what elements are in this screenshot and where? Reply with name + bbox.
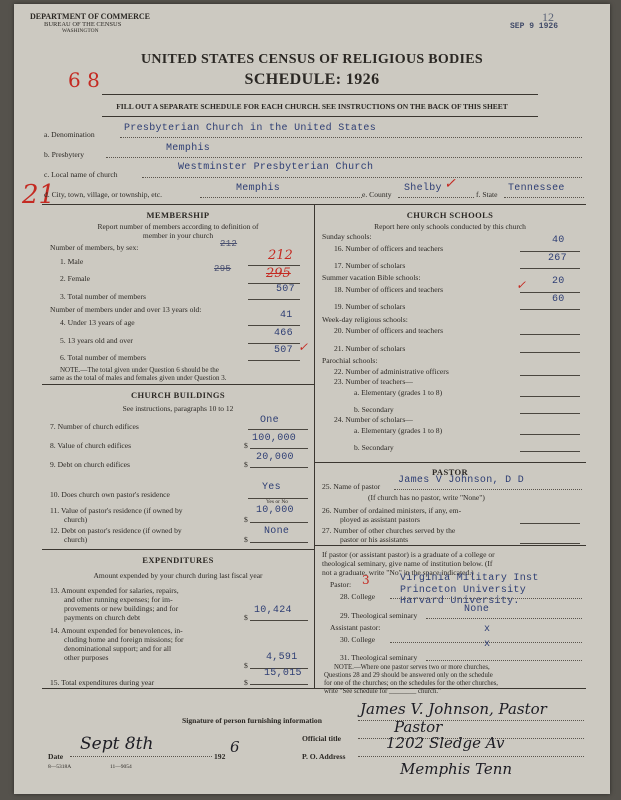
- dollar-sign: $: [244, 515, 248, 524]
- dollar-sign: $: [244, 535, 248, 544]
- department-name: DEPARTMENT OF COMMERCE: [30, 12, 151, 21]
- presbytery-label: b. Presbytery: [44, 150, 85, 159]
- college-label: 28. College: [340, 592, 376, 601]
- stamp-number: 12: [542, 10, 554, 24]
- under-13-value[interactable]: 41: [280, 310, 293, 321]
- under-13-label: 4. Under 13 years of age: [60, 318, 135, 327]
- assistant-seminary-value[interactable]: x: [484, 639, 491, 650]
- total-members-value[interactable]: 507: [276, 284, 295, 295]
- sunday-scholars-value[interactable]: 267: [548, 253, 567, 264]
- age-intro-label: Number of members under and over 13 years old:: [50, 305, 202, 314]
- city-label: d. City, town, village, or township, etc.: [44, 190, 163, 199]
- dollar-sign: $: [244, 460, 248, 469]
- po-address-value[interactable]: 1202 Sledge Av: [386, 734, 505, 752]
- benevolences-label-4: other purposes: [64, 653, 109, 662]
- yes-no-hint: Yes or No: [266, 499, 289, 505]
- buildings-heading: CHURCH BUILDINGS: [130, 390, 225, 400]
- benevolences-label-2: cluding home and foreign missions; for: [64, 635, 184, 644]
- graduate-instruction-3: not a graduate, write "No" in the space indicated.): [322, 568, 474, 577]
- edifices-debt-label: 9. Debt on church edifices: [50, 460, 130, 469]
- summer-officers-value[interactable]: 20: [552, 276, 565, 287]
- graduate-instruction-2: theological seminary, give name of institution below. (If: [322, 559, 493, 568]
- pastor-name-note: (If church has no pastor, write "None"): [368, 493, 485, 502]
- other-churches-label: 27. Number of other churches served by the: [322, 526, 456, 535]
- census-form: DEPARTMENT OF COMMERCE BUREAU OF THE CENSUS WASHINGTON SEP 9 1926 12 6 8 UNITED STATES CENSUS OF RELIGIOUS BODIES SCHEDULE: 1926 FILL OUT A SEPARATE SCHEDULE FOR EACH CHURCH. SEE INSTRUCTIONS ON THE BACK OF THIS SHEET a. Denomination Presbyterian Church in the United States b. Presbytery Memphis c. Local name of church Westminster Presbyterian Church 21 d. City, town, village, or township, etc. Memphis e. County Shelby ✓ f. State Tennessee MEMBERSHIP Report number of members according to definition of member in your church Number of members, by sex: 212 1. Male 212 295 2. Female 295 3. Total number of members 507 Number of members under and over 13 years old: 4. Under 13 years of age 41 5. 13 years old and over 466 6. Total number of members 507 ✓ NOTE.—The total given under Question 6 should be the same as the total of males and females given under Question 3. CHURCH BUILDINGS See instructions, paragraphs 10 to 12 7. Number of church edifices One 8. Value of church edifices $ 100,000 9. Debt on church edifices $ 20,000 10. Does church own pastor's residence Yes Yes or No 11. Value of pastor's residence (if owned by church) $ 10,000 12. Debt on pastor's residence (if owned by church) $ None EXPENDITURES Amount expended by your church during last fiscal year 13. Amount expended for salaries, repairs, and other running expenses; for im- provements or new buildings; and for payments on church debt $ 10,424 14. Amount expended for benevolences, in- cluding home and foreign missions; for denominational support; and for all other purposes $ 4,591 15. Total expenditures during year $ 15,015 CHURCH SCHOOLS Report here only schools conducted by this church Sunday schools: 16. Number of officers and teachers 40 17. Number of scholars 267 Summer vacation Bible schools: 18. Number of officers and teachers ✓ 20 19. Number of scholars 60 Week-day religious schools: 20. Number of officers and teachers 21. Number of scholars Parochial schools: 22. Number of administrative officers 23. Number of teachers— a. Elementary (grades 1 to 8) b. Secondary 24. Number of scholars— a. Elementary (grades 1 to 8) b. Secondary PASTOR 25. Name of pastor James V Johnson, D D (If church has no pastor, write "None") 26. Number of ordained ministers, if any, em- ployed as assistant pastors 27. Number of other churches served by the pastor or his assistants If pastor (or assistant pastor) is a graduate of a college or theological seminary, give name of institution below. (If not a graduate, write "No" in the space indicated.) Pastor: 3 Virginia Military Inst 28. College Princeton University Harvard University. 29. Theological seminary None Assistant pastor: 30. College x x 31. Theological seminary NOTE.—Where one pastor serves two or more churches, Questions 28 and 29 should be answered only on the schedule for one of the churches; on the schedules for the other churches, write "See schedule for ________ church." Signature of person furnishing information James V. Johnson, Pastor Official title Pastor Date Sept 8th 192 6 P. O. Address 1202 Sledge Av Memphis Tenn 8—5318A 11—9054: [14, 4, 610, 794]
- form-code: 8—5318A: [48, 764, 72, 770]
- parochial-label: Parochial schools:: [322, 356, 378, 365]
- form-title: UNITED STATES CENSUS OF RELIGIOUS BODIES: [140, 52, 483, 67]
- male-pen-value[interactable]: 212: [268, 248, 293, 263]
- male-label: 1. Male: [60, 257, 84, 266]
- residence-debt-value[interactable]: None: [264, 526, 290, 537]
- summer-scholars-label: 19. Number of scholars: [334, 302, 406, 311]
- assistant-ministers-label-2: ployed as assistant pastors: [340, 515, 420, 524]
- sunday-label: Sunday schools:: [322, 232, 372, 241]
- female-pen-value[interactable]: 295: [266, 266, 291, 281]
- membership-note-2: same as the total of males and females given under Question 3.: [50, 374, 227, 382]
- church-name-label: c. Local name of church: [44, 170, 118, 179]
- total-members-2-label: 6. Total number of members: [60, 353, 147, 362]
- membership-intro-2: member in your church: [142, 231, 214, 240]
- state-label: f. State: [476, 190, 498, 199]
- county-value[interactable]: Shelby: [404, 183, 442, 194]
- pastor-note: NOTE.—Where one pastor serves two or more churches,: [334, 664, 490, 671]
- residence-owned-label: 10. Does church own pastor's residence: [50, 490, 170, 499]
- salaries-label-3: provements or new buildings; and for: [64, 604, 179, 613]
- total-expenditures-label: 15. Total expenditures during year: [50, 678, 155, 687]
- seminary-label: 29. Theological seminary: [340, 611, 418, 620]
- residence-value-value[interactable]: 10,000: [256, 505, 294, 516]
- over-13-label: 5. 13 years old and over: [60, 336, 133, 345]
- residence-value-label: 11. Value of pastor's residence (if owned by: [50, 506, 183, 515]
- pastor-name-label: 25. Name of pastor: [322, 482, 381, 491]
- salaries-label-4: payments on church debt: [64, 613, 141, 622]
- church-name-value[interactable]: Westminster Presbyterian Church: [178, 162, 374, 173]
- pastor-note-3: for one of the churches; on the schedules for the other churches,: [324, 680, 499, 687]
- dollar-sign: $: [244, 661, 248, 670]
- by-sex-label: Number of members, by sex:: [50, 243, 139, 252]
- membership-note: NOTE.—The total given under Question 6 should be the: [60, 366, 219, 374]
- year-value[interactable]: 6: [230, 738, 240, 756]
- date-label: Date: [48, 752, 64, 761]
- bureau-city: WASHINGTON: [62, 28, 99, 34]
- instruction-line: FILL OUT A SEPARATE SCHEDULE FOR EACH CHURCH. SEE INSTRUCTIONS ON THE BACK OF THIS SHEET: [116, 102, 508, 111]
- signature-label: Signature of person furnishing information: [182, 716, 322, 725]
- residence-value-label-2: church): [64, 515, 88, 524]
- scholars-secondary-label: b. Secondary: [354, 443, 394, 452]
- admin-officers-label: 22. Number of administrative officers: [334, 367, 449, 376]
- weekday-officers-label: 20. Number of officers and teachers: [334, 326, 444, 335]
- membership-intro: Report number of members according to definition of: [97, 222, 259, 231]
- assistant-section-label: Assistant pastor:: [330, 623, 381, 632]
- denomination-value[interactable]: Presbyterian Church in the United States: [124, 123, 377, 134]
- date-value[interactable]: Sept 8th: [80, 734, 154, 754]
- salaries-label-2: and other running expenses; for im-: [64, 595, 173, 604]
- teachers-elementary-label: a. Elementary (grades 1 to 8): [354, 388, 443, 397]
- edifices-value-label: 8. Value of church edifices: [50, 441, 132, 450]
- bureau-name: BUREAU OF THE CENSUS: [44, 21, 122, 28]
- year-prefix: 192: [214, 752, 226, 761]
- presbytery-value[interactable]: Memphis: [166, 143, 211, 154]
- other-churches-label-2: pastor or his assistants: [340, 535, 409, 544]
- membership-heading: MEMBERSHIP: [146, 210, 210, 220]
- edifices-count-label: 7. Number of church edifices: [50, 422, 139, 431]
- teachers-label: 23. Number of teachers—: [334, 377, 413, 386]
- pastor-heading: PASTOR: [431, 467, 469, 477]
- pastor-note-4: write "See schedule for ________ church.": [324, 688, 441, 695]
- official-title-value[interactable]: Pastor: [394, 718, 443, 736]
- total-members-label: 3. Total number of members: [60, 292, 147, 301]
- weekday-scholars-label: 21. Number of scholars: [334, 344, 406, 353]
- summer-label: Summer vacation Bible schools:: [322, 273, 421, 282]
- total-expenditures-value[interactable]: 15,015: [264, 668, 302, 679]
- benevolences-label-3: denominational support; and for all: [64, 644, 172, 653]
- female-typed-value: 295: [214, 264, 232, 274]
- college-value[interactable]: Virginia Military Inst: [400, 573, 539, 584]
- pastor-section-label: Pastor:: [330, 580, 352, 589]
- benevolences-value[interactable]: 4,591: [266, 652, 298, 663]
- assistant-college-label: 30. College: [340, 635, 376, 644]
- pastor-name-value[interactable]: James V Johnson, D D: [398, 475, 525, 486]
- male-typed-value: 212: [220, 239, 238, 249]
- sunday-officers-value[interactable]: 40: [552, 235, 565, 246]
- edifices-count-value[interactable]: One: [260, 415, 279, 426]
- edifices-value-value[interactable]: 100,000: [252, 433, 297, 444]
- residence-owned-value[interactable]: Yes: [262, 482, 281, 493]
- summer-officers-label: 18. Number of officers and teachers: [334, 285, 444, 294]
- weekday-label: Week-day religious schools:: [322, 315, 408, 324]
- pastor-note-2: Questions 28 and 29 should be answered only on the schedule: [324, 672, 493, 679]
- residence-debt-label-2: church): [64, 535, 88, 544]
- seminary-value[interactable]: None: [464, 604, 490, 615]
- expenditures-heading: EXPENDITURES: [142, 555, 214, 565]
- buildings-intro: See instructions, paragraphs 10 to 12: [122, 404, 234, 413]
- salaries-value[interactable]: 10,424: [254, 605, 292, 616]
- dollar-sign: $: [244, 613, 248, 622]
- graduate-instruction: If pastor (or assistant pastor) is a graduate of a college or: [322, 550, 495, 559]
- scholars-label: 24. Number of scholars—: [334, 415, 413, 424]
- po-address-label: P. O. Address: [302, 752, 346, 761]
- expenditures-intro: Amount expended by your church during last fiscal year: [93, 571, 263, 580]
- summer-scholars-value[interactable]: 60: [552, 294, 565, 305]
- assistant-ministers-label: 26. Number of ordained ministers, if any, em-: [322, 506, 462, 515]
- schools-intro: Report here only schools conducted by this church: [374, 222, 526, 231]
- dollar-sign: $: [244, 678, 248, 687]
- margin-mark: 21: [22, 180, 56, 210]
- edifices-debt-value[interactable]: 20,000: [256, 452, 294, 463]
- official-title-label: Official title: [302, 734, 342, 743]
- schedule-title: SCHEDULE: 1926: [244, 71, 380, 88]
- scholars-elementary-label: a. Elementary (grades 1 to 8): [354, 426, 443, 435]
- sunday-officers-label: 16. Number of officers and teachers: [334, 244, 444, 253]
- dollar-sign: $: [244, 441, 248, 450]
- sunday-scholars-label: 17. Number of scholars: [334, 261, 406, 270]
- po-address-value-2[interactable]: Memphis Tenn: [400, 760, 513, 778]
- state-value[interactable]: Tennessee: [508, 183, 565, 194]
- total-members-2-value[interactable]: 507: [274, 345, 293, 356]
- residence-debt-label: 12. Debt on pastor's residence (if owned by: [50, 526, 182, 535]
- received-stamp: SEP 9 1926: [510, 22, 559, 31]
- city-value[interactable]: Memphis: [236, 183, 281, 194]
- benevolences-label: 14. Amount expended for benevolences, in-: [50, 626, 183, 635]
- assistant-seminary-label: 31. Theological seminary: [340, 653, 418, 662]
- assistant-college-value[interactable]: x: [484, 624, 491, 635]
- college-value-2[interactable]: Princeton University: [400, 585, 527, 596]
- teachers-secondary-label: b. Secondary: [354, 405, 394, 414]
- signature-value[interactable]: James V. Johnson, Pastor: [360, 700, 547, 718]
- pencil-mark: 6 8: [68, 68, 100, 92]
- denomination-label: a. Denomination: [44, 130, 95, 139]
- female-label: 2. Female: [60, 274, 90, 283]
- schools-heading: CHURCH SCHOOLS: [406, 210, 494, 220]
- over-13-value[interactable]: 466: [274, 328, 293, 339]
- form-code-2: 11—9054: [110, 764, 132, 770]
- college-value-3[interactable]: Harvard University.: [400, 596, 520, 607]
- pastor-mark: 3: [362, 573, 370, 587]
- salaries-label: 13. Amount expended for salaries, repairs,: [50, 586, 179, 595]
- county-label: e. County: [362, 190, 392, 199]
